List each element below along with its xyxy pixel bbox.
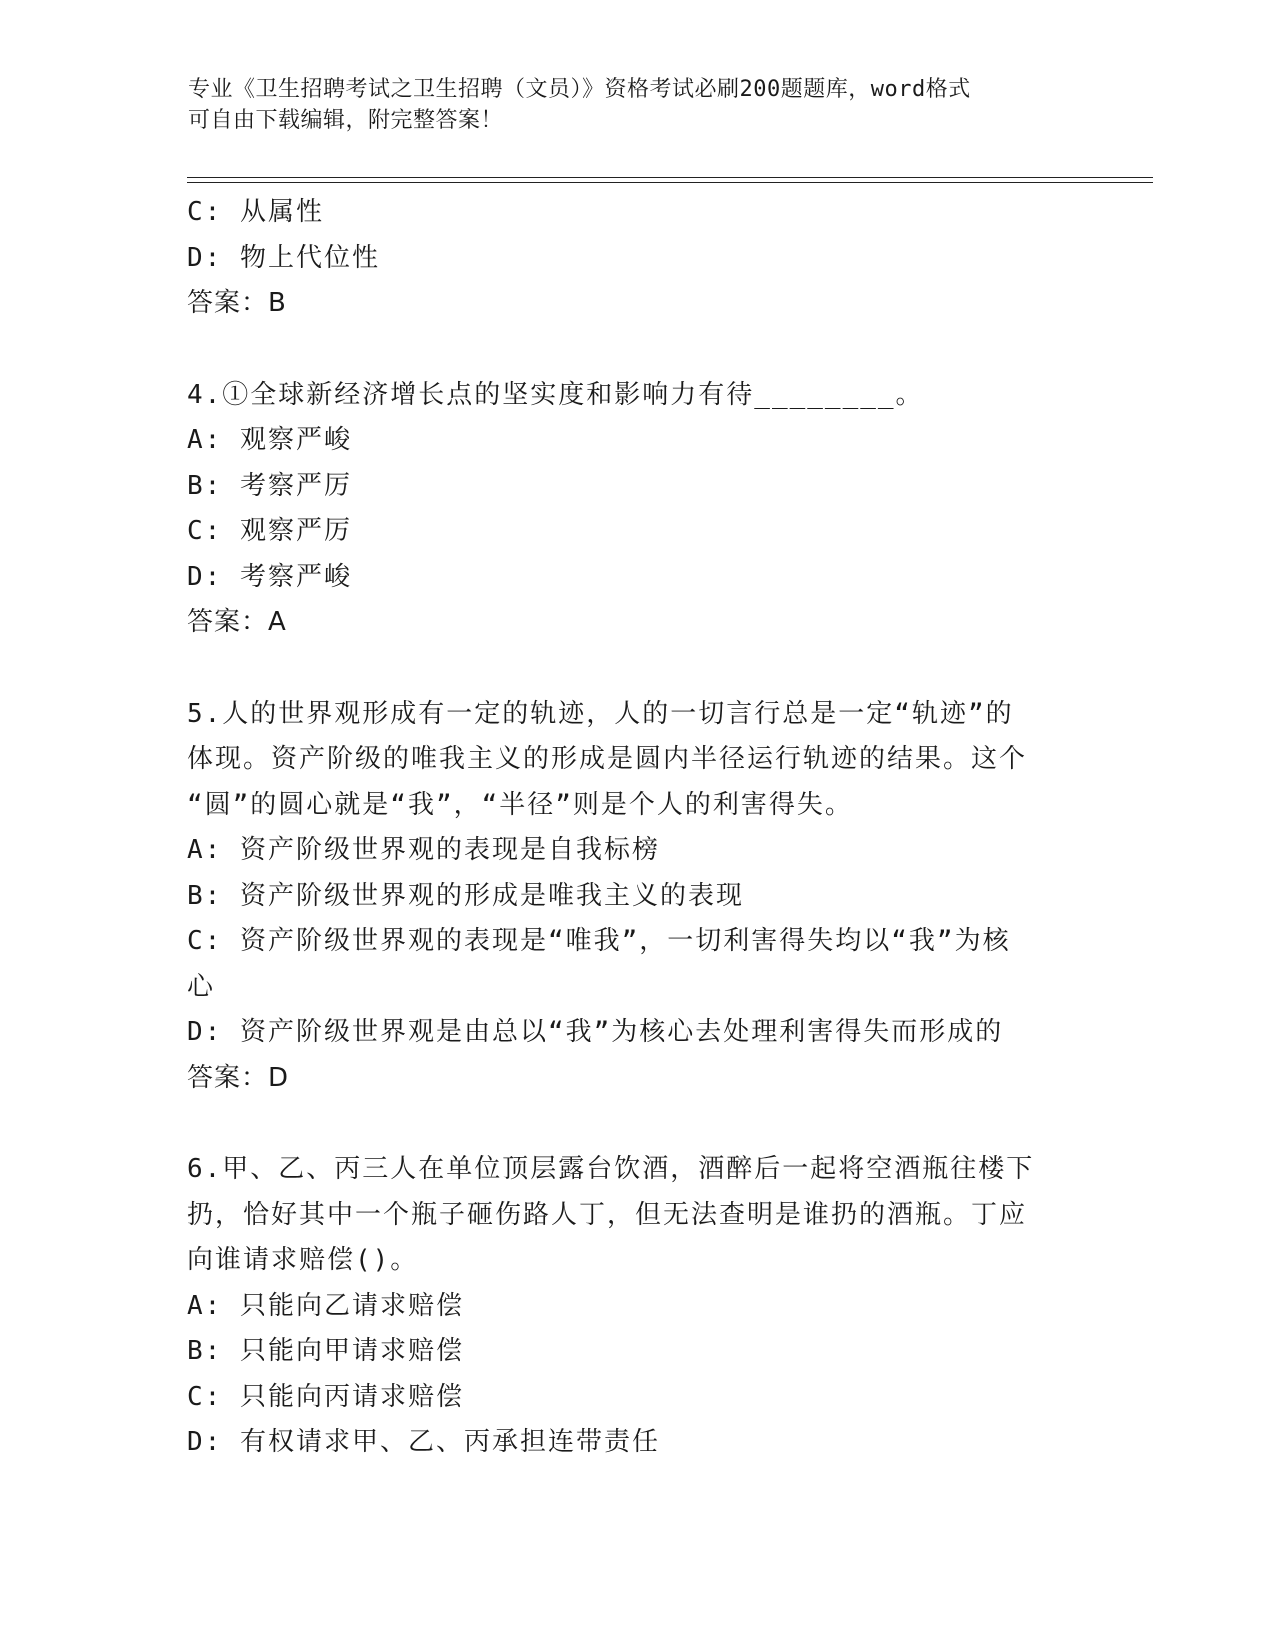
spacer <box>187 646 1087 692</box>
question-3-tail <box>187 190 1087 327</box>
option-c: C: 只能向丙请求赔偿 <box>187 1381 464 1412</box>
document-header <box>188 74 1068 136</box>
option-d: D: 物上代位性 <box>187 242 380 273</box>
option-a: A: 观察严峻 <box>187 425 352 455</box>
option-d: D: 资产阶级世界观是由总以“我”为核心去处理利害得失而形成的 <box>187 1017 1004 1047</box>
option-a: A: 只能向乙请求赔偿 <box>187 1290 464 1321</box>
header-title-line-2: 可自由下载编辑，附完整答案！ <box>188 108 504 133</box>
option-b: B: 资产阶级世界观的形成是唯我主义的表现 <box>187 880 744 911</box>
question-stem-line-3: 向谁请求赔偿()。 <box>187 1245 419 1275</box>
option-d: D: 有权请求甲、乙、丙承担连带责任 <box>187 1427 660 1457</box>
header-title-line-1: 专业《卫生招聘考试之卫生招聘（文员）》资格考试必刷200题题库，word格式 <box>188 77 971 102</box>
question-stem-line-1: 6.甲、乙、丙三人在单位顶层露台饮酒，酒醉后一起将空酒瓶往楼下 <box>187 1154 1035 1184</box>
question-5 <box>187 692 1087 1102</box>
option-d: D: 考察严峻 <box>187 561 352 592</box>
question-stem-line-3: “圆”的圆心就是“我”，“半径”则是个人的利害得失。 <box>187 789 853 820</box>
answer-line: 答案：B <box>187 288 287 318</box>
option-c-line-1: C: 资产阶级世界观的表现是“唯我”，一切利害得失均以“我”为核 <box>187 926 1011 956</box>
question-stem-line-2: 扔，恰好其中一个瓶子砸伤路人丁，但无法查明是谁扔的酒瓶。丁应 <box>187 1199 1028 1230</box>
question-stem-line-2: 体现。资产阶级的唯我主义的形成是圆内半径运行轨迹的结果。这个 <box>187 744 1028 774</box>
answer-line: 答案：A <box>187 607 287 637</box>
question-stem-line-1: 5.人的世界观形成有一定的轨迹，人的一切言行总是一定“轨迹”的 <box>187 698 1014 729</box>
spacer <box>187 327 1087 373</box>
spacer <box>187 1101 1087 1147</box>
option-c-line-2: 心 <box>187 971 216 1002</box>
answer-line: 答案：D <box>187 1062 290 1093</box>
option-b: B: 只能向甲请求赔偿 <box>187 1336 464 1366</box>
option-c: C: 从属性 <box>187 197 324 227</box>
question-4 <box>187 373 1087 646</box>
header-rule-bottom <box>187 182 1153 183</box>
question-stem: 4.①全球新经济增长点的坚实度和影响力有待________。 <box>187 379 924 410</box>
question-6 <box>187 1147 1087 1466</box>
option-a: A: 资产阶级世界观的表现是自我标榜 <box>187 835 660 865</box>
header-rule-top <box>187 177 1153 178</box>
option-b: B: 考察严厉 <box>187 470 352 501</box>
question-list <box>187 190 1087 1466</box>
option-c: C: 观察严厉 <box>187 516 352 546</box>
